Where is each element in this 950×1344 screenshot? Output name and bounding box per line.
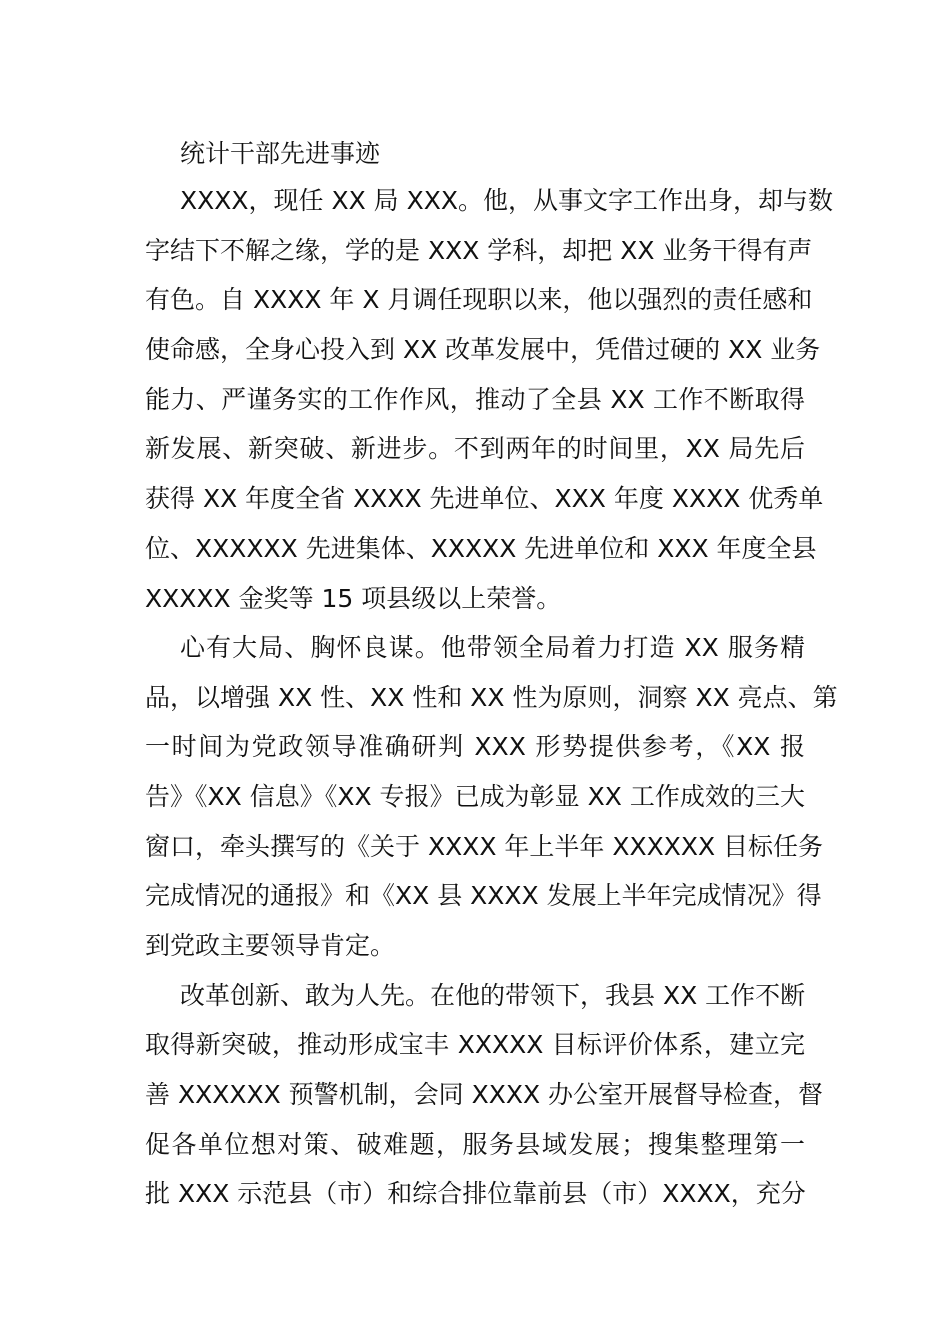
paragraph-line: 品，以增强 XX 性、XX 性和 XX 性为原则，洞察 XX 亮点、第 [145,683,838,712]
paragraph-line: 促各单位想对策、破难题，服务县域发展；搜集整理第一 [145,1130,805,1159]
document-title: 统计干部先进事迹 [180,139,381,168]
paragraph-line: 能力、严谨务实的工作作风，推动了全县 XX 工作不断取得 [145,385,805,414]
paragraph-line: 位、XXXXXX 先进集体、XXXXX 先进单位和 XXX 年度全县 [145,534,817,563]
paragraph-line: 获得 XX 年度全省 XXXX 先进单位、XXX 年度 XXXX 优秀单 [145,484,824,513]
paragraph-line: 字结下不解之缘，学的是 XXX 学科，却把 XX 业务干得有声 [145,236,813,265]
paragraph-line: 改革创新、敢为人先。在他的带领下，我县 XX 工作不断 [180,981,806,1010]
paragraph-line: 一时间为党政领导准确研判 XXX 形势提供参考，《XX 报 [145,732,805,761]
paragraph-line: XXXX，现任 XX 局 XXX。他，从事文字工作出身，却与数 [180,186,833,215]
paragraph-line: 心有大局、胸怀良谋。他带领全局着力打造 XX 服务精 [180,633,805,662]
paragraph-line: 告》《XX 信息》《XX 专报》已成为彰显 XX 工作成效的三大 [145,782,805,811]
paragraph-line: 完成情况的通报》和《XX 县 XXXX 发展上半年完成情况》得 [145,881,822,910]
paragraph-line: 批 XXX 示范县（市）和综合排位靠前县（市）XXXX，充分 [145,1179,806,1208]
paragraph-line: 使命感，全身心投入到 XX 改革发展中，凭借过硬的 XX 业务 [145,335,821,364]
paragraph-line: 新发展、新突破、新进步。不到两年的时间里，XX 局先后 [145,434,805,463]
paragraph-line: 有色。自 XXXX 年 X 月调任现职以来，他以强烈的责任感和 [145,285,813,314]
paragraph-line: XXXXX 金奖等 15 项县级以上荣誉。 [145,584,562,613]
paragraph-line: 窗口，牵头撰写的《关于 XXXX 年上半年 XXXXXX 目标任务 [145,832,824,861]
paragraph-line: 到党政主要领导肯定。 [145,931,396,960]
paragraph-line: 善 XXXXXX 预警机制，会同 XXXX 办公室开展督导检查，督 [145,1080,824,1109]
paragraph-line: 取得新突破，推动形成宝丰 XXXXX 目标评价体系，建立完 [145,1030,805,1059]
